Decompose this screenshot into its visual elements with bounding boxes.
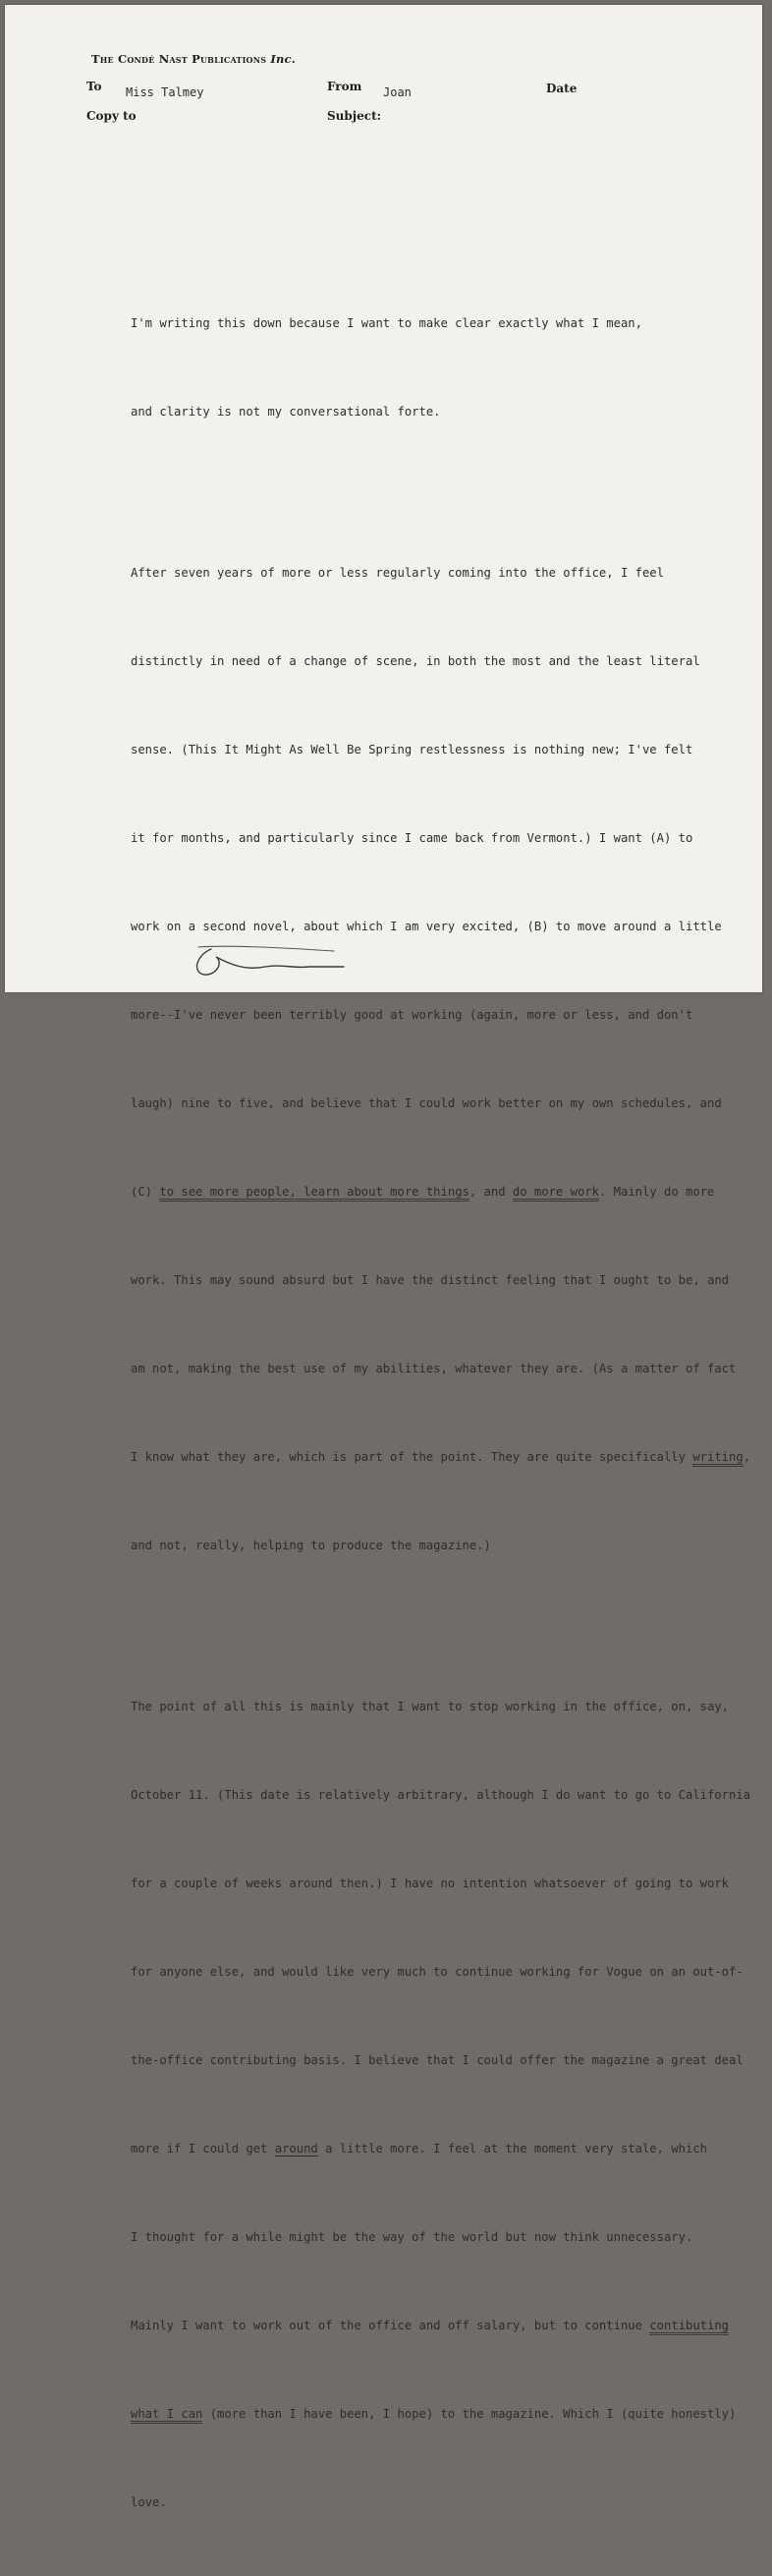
body-line: and clarity is not my conversational forte. [131, 405, 441, 419]
from-value: Joan [383, 85, 412, 99]
body-line: After seven years of more or less regularly coming into the office, I feel [131, 566, 664, 580]
handwritten-signature [187, 943, 354, 982]
body-line: distinctly in need of a change of scene, in both the most and the least literal [131, 654, 700, 668]
body-line: more--I've never been terribly good at working (again, more or less, and don't [131, 1008, 693, 1022]
letterhead-company: The Condé Nast Publications [91, 52, 267, 66]
text-run: . Mainly do more [598, 1185, 715, 1199]
body-line-underlined [131, 1442, 769, 1472]
body-line: laugh) nine to five, and believe that I could work better on my own schedules, and [131, 1096, 722, 1110]
underlined-word: around [274, 2142, 318, 2156]
text-run: , [743, 1450, 751, 1464]
body-line: for anyone else, and would like very much to continue working for Vogue on an out-of- [131, 1965, 744, 1979]
body-line: I'm writing this down because I want to make clear exactly what I mean, [131, 316, 642, 330]
to-label: To [86, 80, 102, 93]
body-line: am not, making the best use of my abilities, whatever they are. (As a matter of fact [131, 1362, 737, 1375]
body-line: sense. (This It Might As Well Be Spring restlessness is nothing new; I've felt [131, 743, 693, 756]
underlined-phrase: what I can [131, 2407, 202, 2424]
body-line: it for months, and particularly since I came back from Vermont.) I want (A) to [131, 831, 693, 845]
body-line-underlined [131, 2134, 769, 2163]
copy-to-label: Copy to [86, 109, 137, 123]
body-line: work. This may sound absurd but I have the distinct feeling that I ought to be, and [131, 1273, 730, 1287]
body-line: October 11. (This date is relatively arbitrary, although I do want to go to California [131, 1788, 751, 1802]
body-line-underlined [131, 2311, 769, 2340]
memo-paper [5, 5, 762, 2509]
text-run: (C) [131, 1185, 160, 1199]
text-run: a little more. I feel at the moment very stale, which [317, 2142, 708, 2156]
body-line: The point of all this is mainly that I want to stop working in the office, on, say, [131, 1700, 730, 1713]
body-line-underlined [131, 1177, 769, 1206]
letter-body [131, 250, 769, 2576]
underlined-word: writing [692, 1450, 743, 1467]
body-line: I thought for a while might be the way of the world but now think unnecessary. [131, 2230, 693, 2244]
to-value: Miss Talmey [126, 85, 204, 99]
underlined-phrase: do more work [513, 1185, 599, 1202]
text-run: , and [469, 1185, 513, 1199]
underlined-phrase: to see more people, learn about more things [159, 1185, 469, 1202]
text-run: I know what they are, which is part of the point. They are quite specifically [131, 1450, 693, 1464]
text-run: Mainly I want to work out of the office and off salary, but to continue [131, 2319, 650, 2332]
subject-label: Subject: [327, 109, 382, 123]
text-run: (more than I have been, I hope) to the magazine. Which I (quite honestly) [202, 2407, 737, 2421]
from-label: From [327, 80, 362, 93]
body-line: work on a second novel, about which I am very excited, (B) to move around a little [131, 920, 722, 933]
body-line: and not, really, helping to produce the magazine.) [131, 1539, 491, 1552]
body-line-underlined [131, 2399, 769, 2429]
body-line: for a couple of weeks around then.) I have no intention whatsoever of going to work [131, 1876, 730, 1890]
text-run: more if I could get [131, 2142, 275, 2156]
underlined-word: contibuting [649, 2319, 729, 2335]
letterhead-inc: Inc. [270, 52, 296, 66]
body-line: love. [131, 2495, 167, 2509]
letterhead [91, 52, 296, 66]
body-line: the-office contributing basis. I believe that I could offer the magazine a great deal [131, 2053, 744, 2067]
date-label: Date [546, 82, 578, 95]
